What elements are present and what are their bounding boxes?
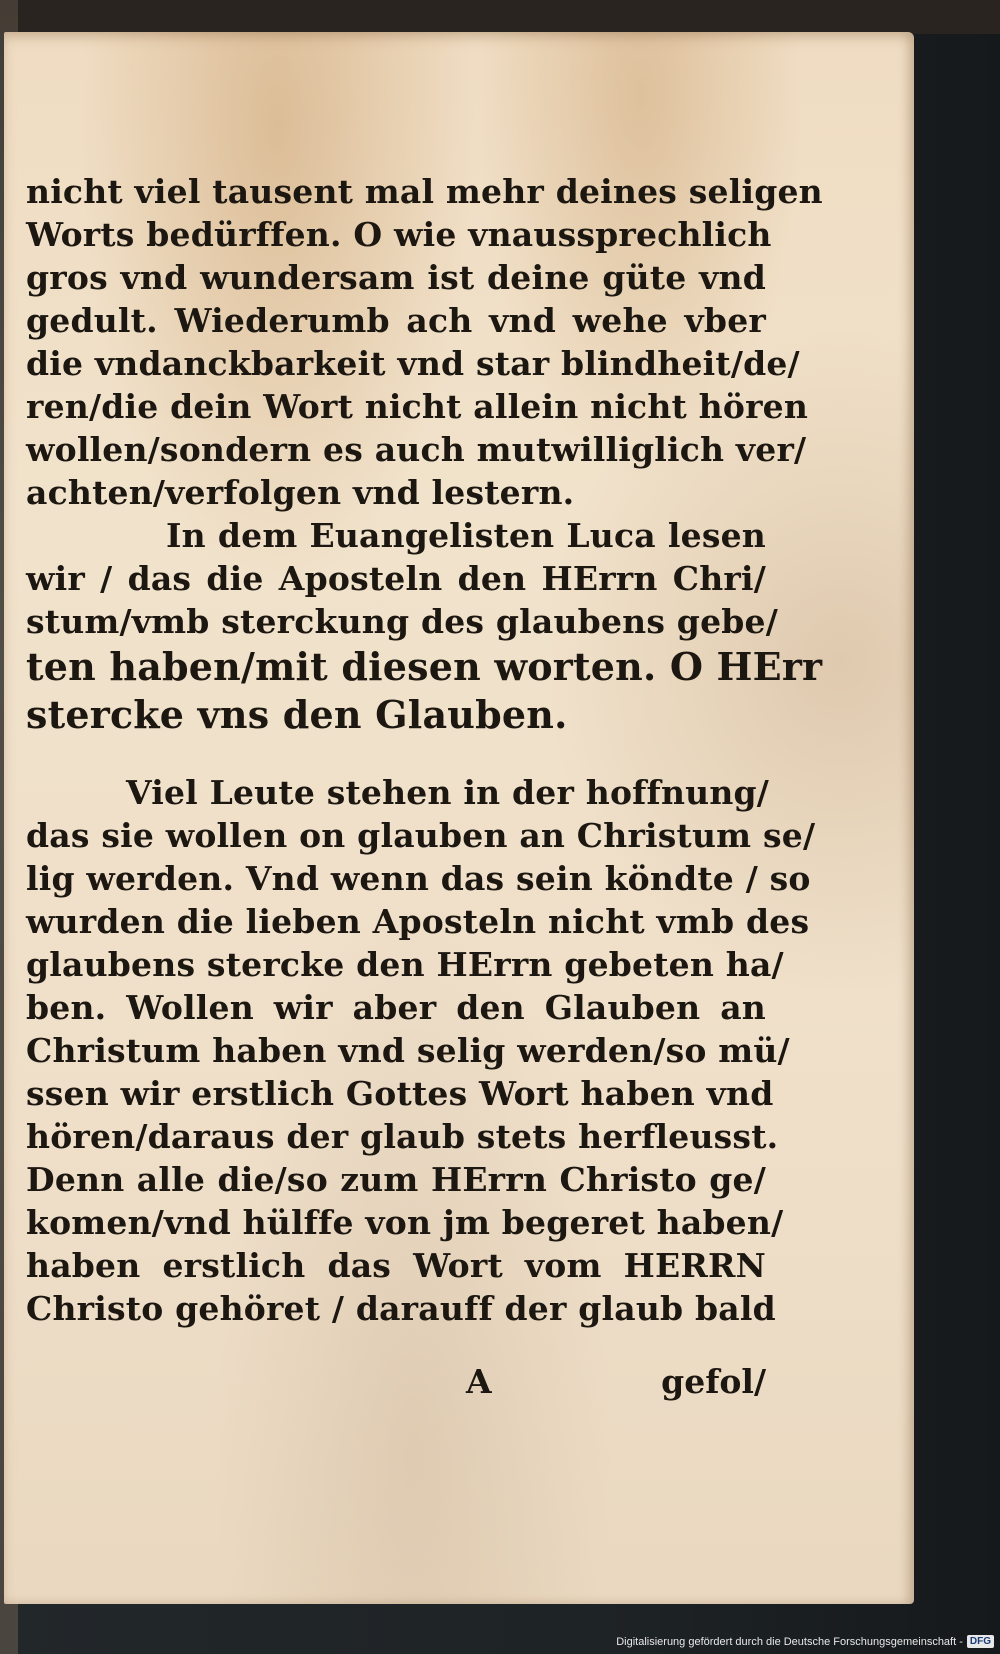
page-footer-marks [26, 1362, 766, 1406]
text-line: gedult. Wiederumb ach vnd wehe vber [26, 301, 766, 340]
text-line: die vndanckbarkeit vnd star blindheit/de/ [26, 344, 800, 383]
paragraph-1 [26, 170, 823, 514]
text-line: ben. Wollen wir aber den Glauben an [26, 988, 766, 1027]
text-line: lig werden. Vnd wenn das sein köndte / so [26, 859, 811, 898]
text-line: hören/daraus der glaub stets herfleusst. [26, 1117, 779, 1156]
signature-mark: A [466, 1362, 492, 1401]
text-line: stum/vmb sterckung des glaubens gebe/ [26, 602, 778, 641]
text-line: Viel Leute stehen in der hoffnung/ [126, 773, 770, 812]
text-line: achten/verfolgen vnd lestern. [26, 473, 575, 512]
text-line: gros vnd wundersam ist deine güte vnd [26, 258, 766, 297]
text-line: stercke vns den Glauben. [26, 692, 568, 737]
paragraph-2 [26, 514, 823, 739]
text-line: nicht viel tausent mal mehr deines seligen [26, 172, 823, 211]
text-line: Worts bedürffen. O wie vnaussprechlich [26, 215, 772, 254]
dfg-logo: DFG [967, 1635, 994, 1648]
paragraph-3 [26, 771, 816, 1330]
text-line: ten haben/mit diesen worten. O HErr [26, 644, 823, 689]
text-line: Christo gehöret / darauff der glaub bald [26, 1289, 776, 1328]
text-line: wollen/sondern es auch mutwilliglich ver/ [26, 430, 807, 469]
text-line: glaubens stercke den HErrn gebeten ha/ [26, 945, 784, 984]
catchword: gefol/ [661, 1362, 766, 1401]
text-line: wir / das die Aposteln den HErrn Chri/ [26, 559, 766, 598]
text-line: das sie wollen on glauben an Christum se/ [26, 816, 816, 855]
text-line: ren/die dein Wort nicht allein nicht hören [26, 387, 809, 426]
text-line: ssen wir erstlich Gottes Wort haben vnd [26, 1074, 774, 1113]
digitization-credit [616, 1635, 994, 1648]
text-line: In dem Euangelisten Luca lesen [166, 516, 766, 555]
scan-top-edge [0, 0, 1000, 34]
text-line: haben erstlich das Wort vom HERRN [26, 1246, 766, 1285]
book-page [4, 32, 914, 1604]
text-line: wurden die lieben Aposteln nicht vmb des [26, 902, 810, 941]
text-line: Christum haben vnd selig werden/so mü/ [26, 1031, 790, 1070]
page-text [26, 170, 823, 1330]
credit-text: Digitalisierung gefördert durch die Deutsche Forschungsgemeinschaft - [616, 1635, 963, 1648]
text-line: Denn alle die/so zum HErrn Christo ge/ [26, 1160, 766, 1199]
text-line: komen/vnd hülffe von jm begeret haben/ [26, 1203, 784, 1242]
